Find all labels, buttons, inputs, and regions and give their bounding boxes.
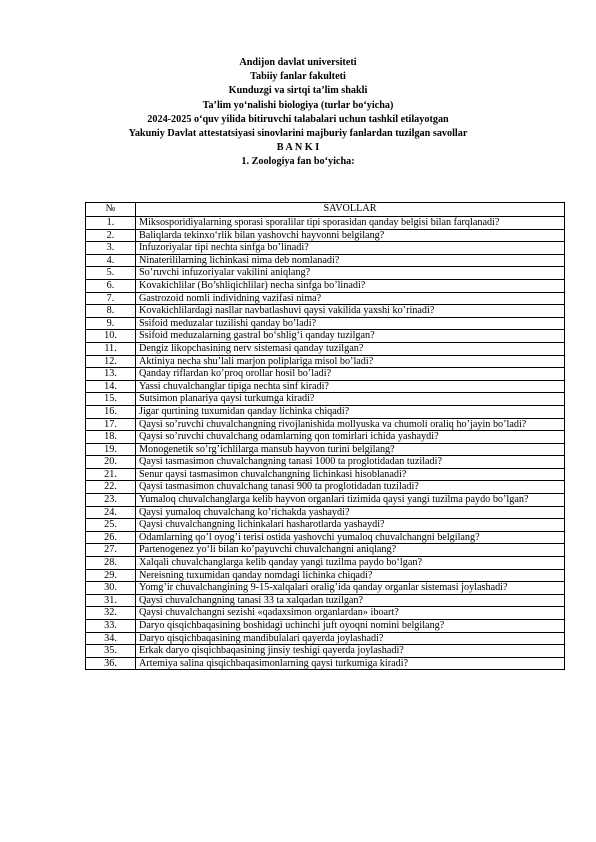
question-text: Qaysi tasmasimon chuvalchang tanasi 900 ta proglotidadan tuziladi? <box>136 481 565 494</box>
question-text: Yassi chuvalchanglar tipiga nechta sinf kiradi? <box>136 380 565 393</box>
table-row <box>86 305 565 318</box>
question-number: 16. <box>86 405 136 418</box>
question-text: Kovakichlilardagi nasllar navbatlashuvi qaysi vakilida yaxshi ko’rinadi? <box>136 305 565 318</box>
question-number: 24. <box>86 506 136 519</box>
table-row <box>86 456 565 469</box>
table-row <box>86 657 565 670</box>
question-text: Monogenetik so’rg’ichlilarga mansub hayvon turini belgilang? <box>136 443 565 456</box>
question-number: 4. <box>86 254 136 267</box>
question-number: 15. <box>86 393 136 406</box>
question-number: 10. <box>86 330 136 343</box>
question-number: 8. <box>86 305 136 318</box>
question-text: Qanday riflardan ko’proq orollar hosil bo’ladi? <box>136 368 565 381</box>
question-number: 25. <box>86 519 136 532</box>
table-row <box>86 217 565 230</box>
question-number: 30. <box>86 582 136 595</box>
question-text: Yomg’ir chuvalchangining 9-15-xalqalari oralig’ida qanday organlar sistemasi joylashadi? <box>136 582 565 595</box>
question-text: Xalqali chuvalchanglarga kelib qanday yangi tuzilma paydo bo‘lgan? <box>136 557 565 570</box>
question-number: 28. <box>86 557 136 570</box>
table-row <box>86 607 565 620</box>
question-text: Qaysi yumaloq chuvalchang ko’richakda yashaydi? <box>136 506 565 519</box>
table-row <box>86 544 565 557</box>
table-row <box>86 519 565 532</box>
question-text: Qaysi tasmasimon chuvalchangning tanasi 1000 ta proglotidadan tuziladi? <box>136 456 565 469</box>
document-header <box>0 56 596 170</box>
table-row <box>86 267 565 280</box>
table-row <box>86 368 565 381</box>
question-number: 21. <box>86 468 136 481</box>
table-row <box>86 468 565 481</box>
study-direction: Ta’lim yo‘nalishi biologiya (turlar bo‘yicha) <box>202 99 394 111</box>
column-header-number: № <box>86 203 136 217</box>
table-row <box>86 594 565 607</box>
question-number: 33. <box>86 620 136 633</box>
question-text: Qaysi chuvalchangning lichinkalari hasharotlarda yashaydi? <box>136 519 565 532</box>
table-row <box>86 431 565 444</box>
question-text: Nereisning tuxumidan qanday nomdagi lichinka chiqadi? <box>136 569 565 582</box>
question-number: 31. <box>86 594 136 607</box>
question-text: Gastrozoid nomli individning vazifasi nima? <box>136 292 565 305</box>
question-text: Ssifoid meduzalarning gastral bo‘shlig‘i qanday tuzilgan? <box>136 330 565 343</box>
question-number: 1. <box>86 217 136 230</box>
question-text: Baliqlarda tekinxo‘rlik bilan yashovchi hayvonni belgilang? <box>136 229 565 242</box>
question-number: 19. <box>86 443 136 456</box>
question-text: Aktiniya necha shu’lali marjon poliplariga misol bo’ladi? <box>136 355 565 368</box>
question-text: Ninaterililarning lichinkasi nima deb nomlanadi? <box>136 254 565 267</box>
question-number: 17. <box>86 418 136 431</box>
question-text: Erkak daryo qisqichbaqasining jinsiy teshigi qayerda joylashadi? <box>136 645 565 658</box>
table-row <box>86 569 565 582</box>
table-row <box>86 620 565 633</box>
question-text: Senur qaysi tasmasimon chuvalchangning lichinkasi hisoblanadi? <box>136 468 565 481</box>
question-text: Sutsimon planariya qaysi turkumga kiradi? <box>136 393 565 406</box>
question-text: So’ruvchi infuzoriyalar vakilini aniqlang? <box>136 267 565 280</box>
question-text: Odamlarning qo’l oyog’i terisi ostida yashovchi yumaloq chuvalchangni belgilang? <box>136 531 565 544</box>
table-row <box>86 279 565 292</box>
table-row <box>86 342 565 355</box>
question-number: 11. <box>86 342 136 355</box>
question-text: Qaysi so’ruvchi chuvalchang odamlarning qon tomirlari ichida yashaydi? <box>136 431 565 444</box>
question-text: Kovakichlilar (Bo’shliqichlilar) necha sinfga bo’linadi? <box>136 279 565 292</box>
table-row <box>86 393 565 406</box>
table-row <box>86 443 565 456</box>
question-number: 36. <box>86 657 136 670</box>
table-header-row <box>86 203 565 217</box>
table-row <box>86 355 565 368</box>
table-row <box>86 242 565 255</box>
table-row <box>86 506 565 519</box>
question-text: Qaysi so’ruvchi chuvalchangning rivojlanishida mollyuska va chumoli oraliq ho’jayin bo’ladi? <box>136 418 565 431</box>
question-number: 22. <box>86 481 136 494</box>
question-number: 18. <box>86 431 136 444</box>
table-row <box>86 330 565 343</box>
question-text: Jigar qurtining tuxumidan qanday lichinka chiqadi? <box>136 405 565 418</box>
question-number: 9. <box>86 317 136 330</box>
question-text: Yumaloq chuvalchanglarga kelib hayvon organlari tizimida qaysi yangi tuzilma paydo bo’lgan? <box>136 494 565 507</box>
table-row <box>86 317 565 330</box>
table-row <box>86 418 565 431</box>
column-header-questions: SAVOLLAR <box>136 203 565 217</box>
question-text: Partenogenez yo‘li bilan ko’payuvchi chuvalchangni aniqlang? <box>136 544 565 557</box>
question-number: 32. <box>86 607 136 620</box>
question-number: 6. <box>86 279 136 292</box>
university-name: Andijon davlat universiteti <box>239 57 357 68</box>
question-number: 5. <box>86 267 136 280</box>
question-text: Qaysi chuvalchangning tanasi 33 ta xalqadan tuzilgan? <box>136 594 565 607</box>
question-text: Qaysi chuvalchangni sezishi «qadaxsimon organlardan» iboart? <box>136 607 565 620</box>
question-number: 13. <box>86 368 136 381</box>
table-row <box>86 380 565 393</box>
question-number: 14. <box>86 380 136 393</box>
faculty-name: Tabiiy fanlar fakulteti <box>250 71 346 83</box>
question-number: 3. <box>86 242 136 255</box>
table-row <box>86 405 565 418</box>
study-form: Kunduzgi va sirtqi ta’lim shakli <box>228 85 368 97</box>
question-number: 20. <box>86 456 136 469</box>
question-text: Dengiz likopchasining nerv sistemasi qanday tuzilgan? <box>136 342 565 355</box>
subject-heading: 1. Zoologiya fan bo‘yicha: <box>241 156 355 168</box>
table-row <box>86 645 565 658</box>
question-text: Miksosporidiyalarning sporasi sporalilar tipi sporasidan qanday belgisi bilan farqlanadi? <box>136 217 565 230</box>
academic-year-line: 2024-2025 o‘quv yilida bitiruvchi talabalari uchun tashkil etilayotgan <box>147 113 449 125</box>
question-text: Artemiya salina qisqichbaqasimonlarning qaysi turkumiga kiradi? <box>136 657 565 670</box>
table-row <box>86 254 565 267</box>
questions-table <box>85 202 565 670</box>
question-text: Daryo qisqichbaqasining boshidagi uchinchi juft oyoqni nomini belgilang? <box>136 620 565 633</box>
table-row <box>86 494 565 507</box>
bank-title: B A N K I <box>276 142 320 154</box>
question-number: 26. <box>86 531 136 544</box>
table-row <box>86 557 565 570</box>
table-row <box>86 531 565 544</box>
question-number: 35. <box>86 645 136 658</box>
question-number: 2. <box>86 229 136 242</box>
table-row <box>86 229 565 242</box>
table-row <box>86 582 565 595</box>
table-row <box>86 632 565 645</box>
question-number: 23. <box>86 494 136 507</box>
question-text: Ssifoid meduzalar tuzilishi qanday bo’ladi? <box>136 317 565 330</box>
question-text: Daryo qisqichbaqasining mandibulalari qayerda joylashadi? <box>136 632 565 645</box>
question-number: 34. <box>86 632 136 645</box>
exam-description: Yakuniy Davlat attestatsiyasi sinovlarini majburiy fanlardan tuzilgan savollar <box>128 128 468 140</box>
question-number: 27. <box>86 544 136 557</box>
table-row <box>86 292 565 305</box>
table-row <box>86 481 565 494</box>
question-text: Infuzoriyalar tipi nechta sinfga bo’linadi? <box>136 242 565 255</box>
question-number: 12. <box>86 355 136 368</box>
question-number: 29. <box>86 569 136 582</box>
question-number: 7. <box>86 292 136 305</box>
